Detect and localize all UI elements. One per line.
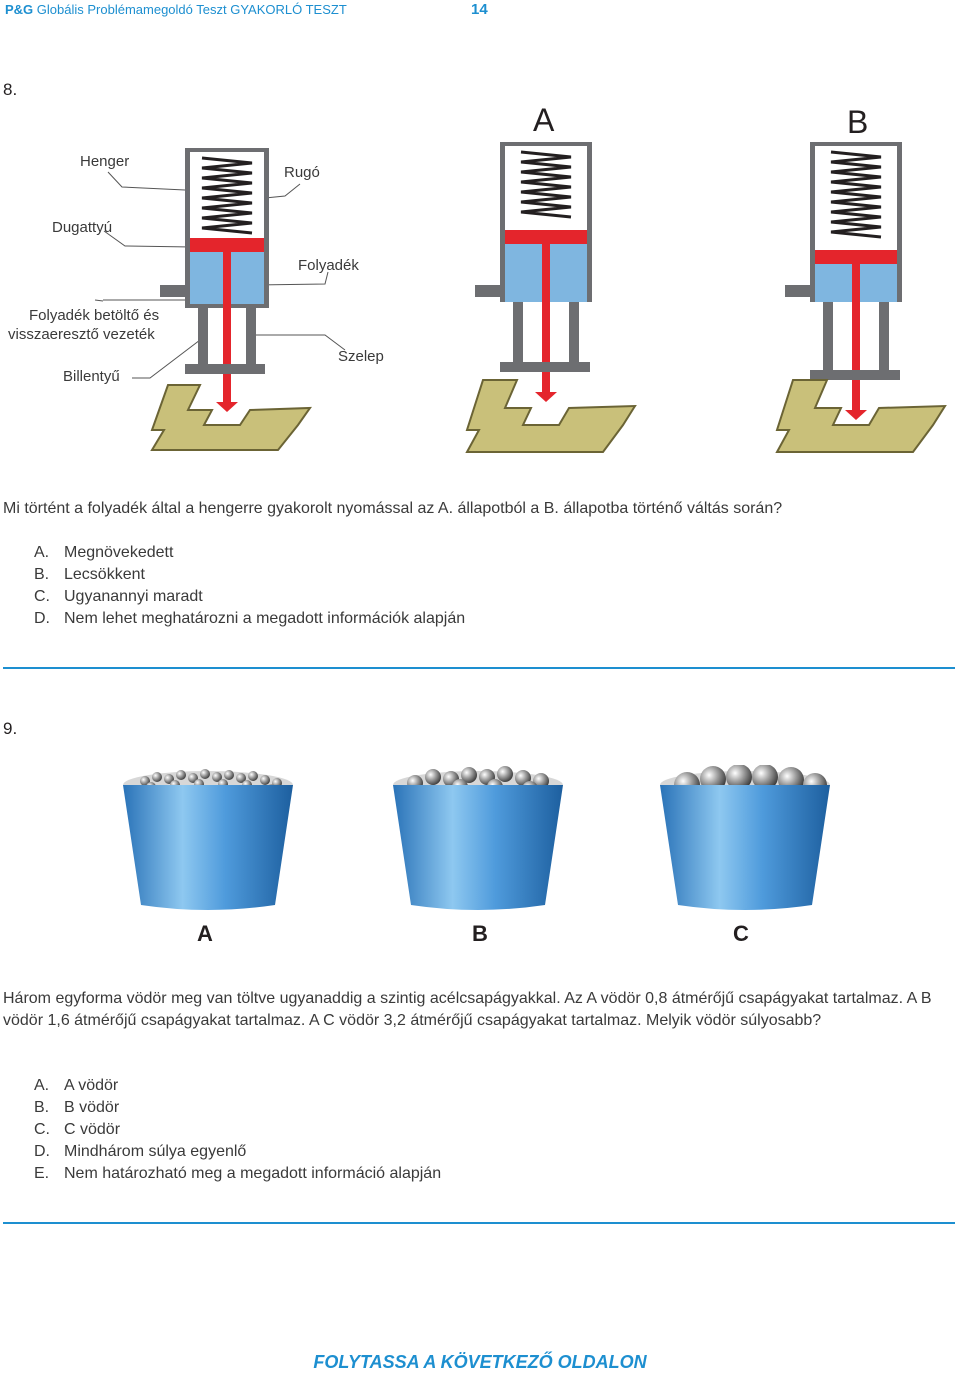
label-szelep: Szelep bbox=[338, 348, 384, 365]
label-dugattyu: Dugattyú bbox=[52, 219, 113, 236]
buckets-illustration bbox=[115, 765, 835, 915]
bucket-c bbox=[660, 765, 830, 910]
option-d[interactable]: D. Mindhárom súlya egyenlő bbox=[34, 1143, 247, 1160]
header-brand: P&G bbox=[5, 2, 34, 17]
option-e[interactable]: E. Nem határozható meg a megadott információ alapján bbox=[34, 1165, 442, 1182]
question-8-options bbox=[34, 542, 465, 630]
option-a[interactable]: A. Megnövekedett bbox=[34, 544, 174, 561]
question-9-number: 9. bbox=[3, 719, 18, 738]
question-9-options bbox=[34, 1075, 441, 1185]
bucket-a bbox=[123, 769, 293, 910]
option-d[interactable]: D. Nem lehet meghatározni a megadott információk alapján bbox=[34, 610, 466, 627]
bucket-label-c: C bbox=[733, 921, 749, 946]
device-diagram-b bbox=[765, 140, 955, 460]
label-rugo: Rugó bbox=[284, 164, 320, 181]
bucket-label-a: A bbox=[197, 921, 213, 946]
option-b[interactable]: B. B vödör bbox=[34, 1099, 120, 1116]
question-9-text: Három egyforma vödör meg van töltve ugyanaddig a szintig acélcsapágyakkal. Az A vödör 0,8 átmérőjű csapágyakat tartalmaz. A B vödör 1,6 átmérőjű csapágyakat tartalmaz. A C vödör 3,2 átmérőjű csapágyakat tartalmaz. Melyik vödör súlyosabb? bbox=[3, 990, 932, 1029]
option-a[interactable]: A. A vödör bbox=[34, 1077, 119, 1094]
header-subtitle: GYAKORLÓ TESZT bbox=[230, 2, 347, 17]
state-b-label: B bbox=[847, 104, 869, 140]
bucket-label-b: B bbox=[472, 921, 488, 946]
option-b[interactable]: B. Lecsökkent bbox=[34, 566, 145, 583]
divider bbox=[3, 667, 955, 669]
continue-footer: FOLYTASSA A KÖVETKEZŐ OLDALON bbox=[313, 1352, 647, 1372]
header-title: Globális Problémamegoldó Teszt bbox=[36, 2, 227, 17]
device-diagram-a bbox=[455, 140, 640, 460]
label-folyadek: Folyadék bbox=[298, 257, 359, 274]
label-billentyu: Billentyű bbox=[63, 368, 120, 385]
question-8-text: Mi történt a folyadék által a hengerre gyakorolt nyomással az A. állapotból a B. állapotba történő váltás során? bbox=[3, 500, 783, 517]
label-vezetek-1: Folyadék betöltő és bbox=[29, 307, 160, 324]
label-vezetek-2: visszaeresztő vezeték bbox=[8, 326, 155, 343]
divider bbox=[3, 1222, 955, 1224]
label-henger: Henger bbox=[80, 153, 130, 170]
option-c[interactable]: C. C vödör bbox=[34, 1121, 121, 1138]
device-diagram-labeled bbox=[140, 140, 325, 460]
state-a-label: A bbox=[533, 102, 555, 138]
option-c[interactable]: C. Ugyanannyi maradt bbox=[34, 588, 203, 605]
bucket-b bbox=[393, 766, 563, 910]
question-8-number: 8. bbox=[3, 80, 18, 99]
page-number: 14 bbox=[471, 1, 488, 18]
